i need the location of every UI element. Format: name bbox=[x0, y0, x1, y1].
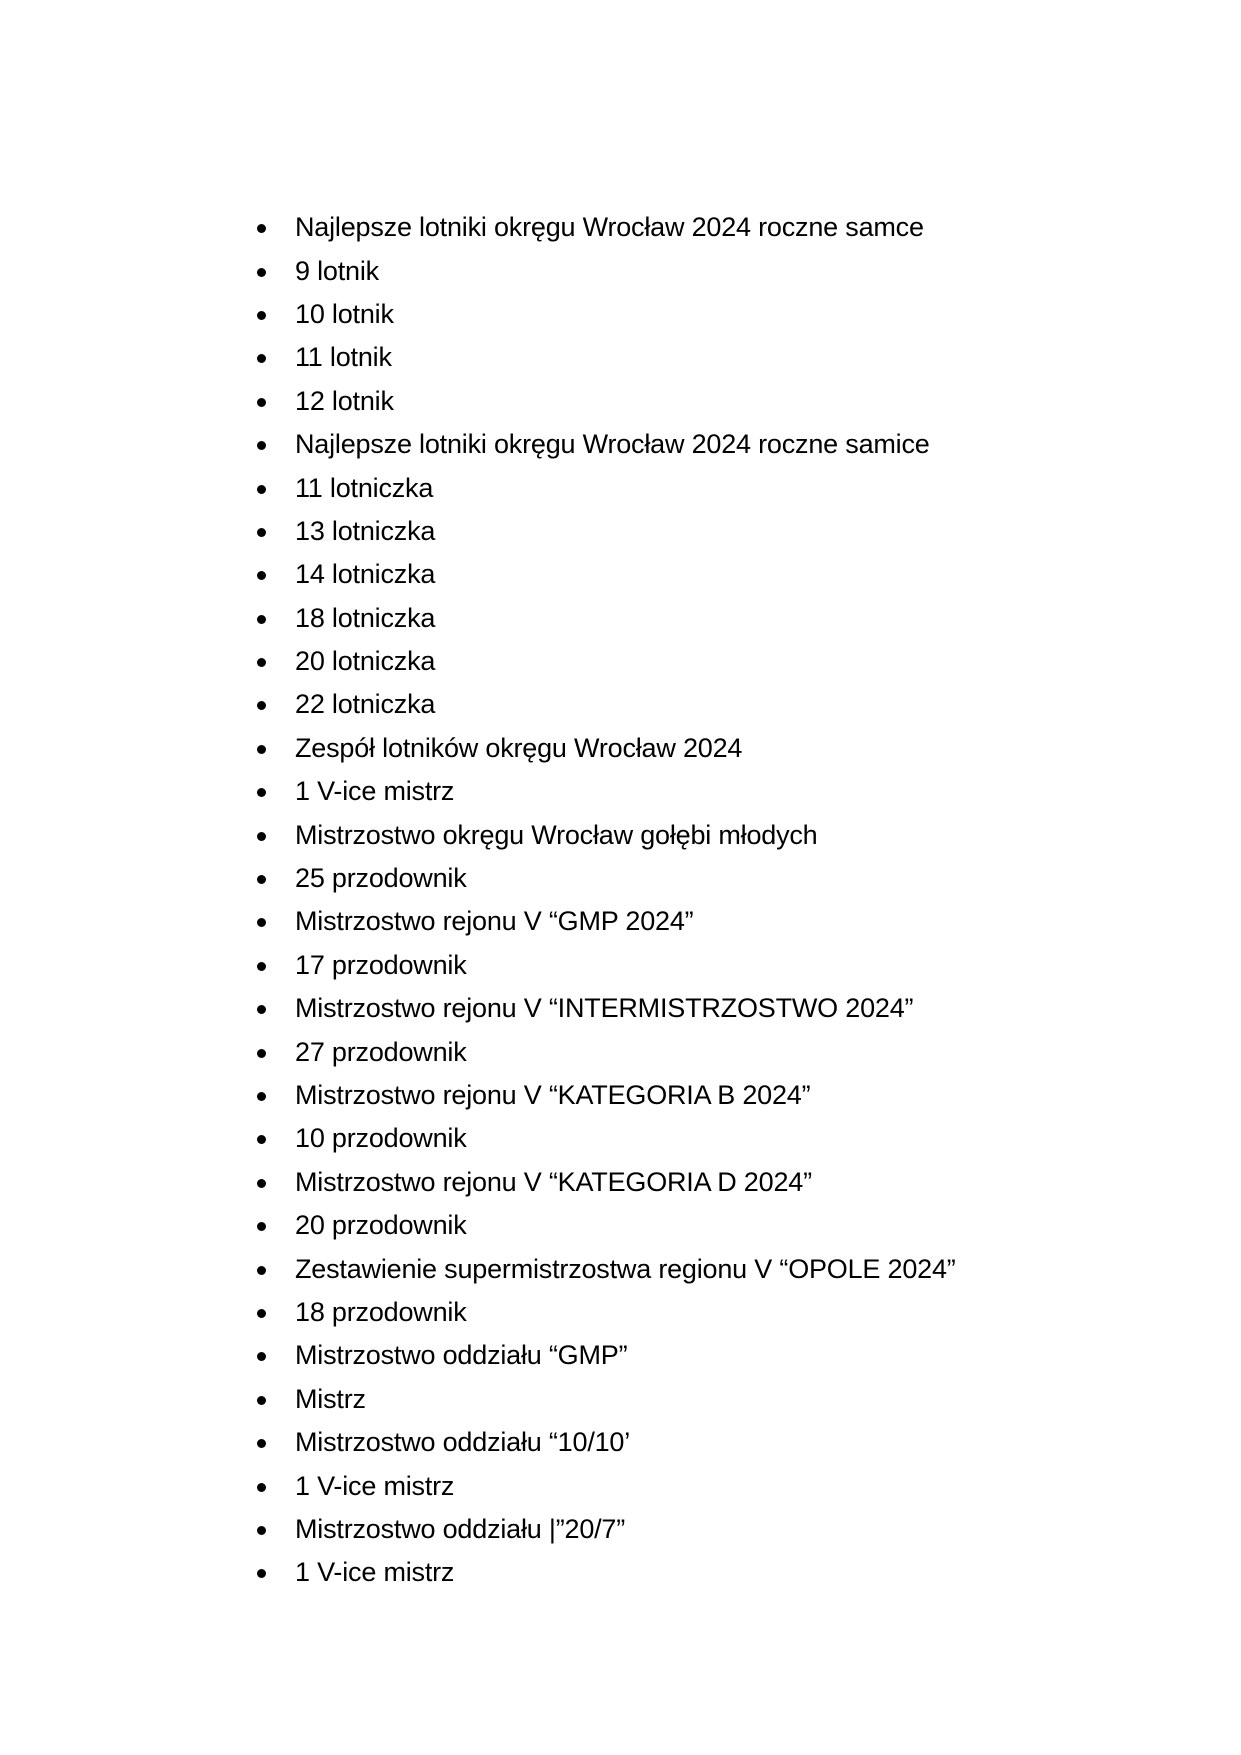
list-item bbox=[257, 1552, 956, 1595]
bullet-icon bbox=[257, 354, 266, 363]
bullet-icon bbox=[257, 1179, 266, 1188]
bullet-icon bbox=[257, 398, 266, 407]
list-item-text: Zestawienie supermistrzostwa regionu V “OPOLE 2024” bbox=[295, 1253, 956, 1284]
list-item-text: 1 V-ice mistrz bbox=[295, 1470, 455, 1501]
list-item-text: 14 lotniczka bbox=[295, 559, 436, 590]
bullet-icon bbox=[257, 224, 266, 233]
list-item bbox=[257, 858, 956, 901]
list-item bbox=[257, 771, 956, 814]
list-item-text: 18 lotniczka bbox=[295, 602, 436, 633]
list-item-text: 10 przodownik bbox=[295, 1123, 467, 1154]
list-item-text: Mistrzostwo rejonu V “KATEGORIA D 2024” bbox=[295, 1166, 812, 1197]
list-item-text: Najlepsze lotniki okręgu Wrocław 2024 roczne samice bbox=[295, 429, 930, 460]
bullet-icon bbox=[257, 268, 266, 277]
bullet-icon bbox=[257, 701, 266, 710]
list-item-text: 20 lotniczka bbox=[295, 646, 436, 677]
list-item-text: Mistrzostwo rejonu V “GMP 2024” bbox=[295, 906, 694, 937]
list-item-text: 27 przodownik bbox=[295, 1036, 467, 1067]
list-item-text: 25 przodownik bbox=[295, 863, 467, 894]
list-item bbox=[257, 1509, 956, 1552]
list-item bbox=[257, 1422, 956, 1465]
bullet-icon bbox=[257, 1005, 266, 1014]
list-item bbox=[257, 250, 956, 293]
list-item-text: 22 lotniczka bbox=[295, 689, 436, 720]
list-item bbox=[257, 554, 956, 597]
bullet-icon bbox=[257, 528, 266, 537]
bullet-icon bbox=[257, 658, 266, 667]
bullet-icon bbox=[257, 615, 266, 624]
list-item bbox=[257, 598, 956, 641]
list-item-text: 13 lotniczka bbox=[295, 515, 436, 546]
list-item-text: Mistrzostwo rejonu V “INTERMISTRZOSTWO 2024” bbox=[295, 993, 914, 1024]
list-item-text: 9 lotnik bbox=[295, 255, 379, 286]
list-item-text: Mistrzostwo okręgu Wrocław gołębi młodych bbox=[295, 819, 818, 850]
bulleted-list bbox=[257, 207, 956, 1596]
list-item bbox=[257, 684, 956, 727]
bullet-icon bbox=[257, 485, 266, 494]
list-item bbox=[257, 988, 956, 1031]
list-item bbox=[257, 1465, 956, 1508]
list-item bbox=[257, 1118, 956, 1161]
list-item-text: 10 lotnik bbox=[295, 298, 394, 329]
bullet-icon bbox=[257, 1092, 266, 1101]
bullet-icon bbox=[257, 1135, 266, 1144]
list-item-text: Mistrz bbox=[295, 1383, 366, 1414]
bullet-icon bbox=[257, 1222, 266, 1231]
bullet-icon bbox=[257, 1483, 266, 1492]
bullet-icon bbox=[257, 1266, 266, 1275]
list-item bbox=[257, 1335, 956, 1378]
list-item bbox=[257, 728, 956, 771]
list-item bbox=[257, 1292, 956, 1335]
list-item bbox=[257, 207, 956, 250]
bullet-icon bbox=[257, 1396, 266, 1405]
list-item-text: 18 przodownik bbox=[295, 1296, 467, 1327]
bullet-icon bbox=[257, 441, 266, 450]
list-item bbox=[257, 641, 956, 684]
list-item-text: Mistrzostwo rejonu V “KATEGORIA B 2024” bbox=[295, 1080, 811, 1110]
list-item bbox=[257, 337, 956, 380]
list-item bbox=[257, 294, 956, 337]
bullet-icon bbox=[257, 832, 266, 841]
list-item bbox=[257, 1075, 956, 1118]
list-item bbox=[257, 814, 956, 857]
list-item-text: Zespół lotników okręgu Wrocław 2024 bbox=[295, 732, 743, 763]
bullet-icon bbox=[257, 1569, 266, 1578]
bullet-icon bbox=[257, 788, 266, 797]
bullet-icon bbox=[257, 1439, 266, 1448]
list-item bbox=[257, 467, 956, 510]
list-item-text: 12 lotnik bbox=[295, 385, 394, 416]
list-item-text: 1 V-ice mistrz bbox=[295, 776, 455, 807]
list-item bbox=[257, 901, 956, 944]
list-item bbox=[257, 381, 956, 424]
list-item bbox=[257, 1162, 956, 1205]
list-item bbox=[257, 945, 956, 988]
list-item bbox=[257, 424, 956, 467]
bullet-icon bbox=[257, 1352, 266, 1361]
bullet-icon bbox=[257, 962, 266, 971]
bullet-icon bbox=[257, 1309, 266, 1318]
bullet-icon bbox=[257, 745, 266, 754]
list-item bbox=[257, 1205, 956, 1248]
list-item-text: Mistrzostwo oddziału “GMP” bbox=[295, 1340, 628, 1371]
bullet-icon bbox=[257, 1049, 266, 1058]
list-item bbox=[257, 1248, 956, 1291]
list-item bbox=[257, 1379, 956, 1422]
list-item-text: 11 lotnik bbox=[295, 342, 392, 373]
bullet-icon bbox=[257, 571, 266, 580]
list-item-text: Najlepsze lotniki okręgu Wrocław 2024 roczne samce bbox=[295, 212, 924, 243]
list-item-text: 20 przodownik bbox=[295, 1210, 467, 1241]
list-item-text: Mistrzostwo oddziału |”20/7” bbox=[295, 1513, 626, 1544]
bullet-icon bbox=[257, 918, 266, 927]
list-item-text: 11 lotniczka bbox=[295, 472, 434, 503]
bullet-icon bbox=[257, 1526, 266, 1535]
bullet-icon bbox=[257, 875, 266, 884]
list-item-text: 17 przodownik bbox=[295, 949, 467, 980]
list-item-text: Mistrzostwo oddziału “10/10’ bbox=[295, 1427, 631, 1458]
list-item bbox=[257, 511, 956, 554]
list-item-text: 1 V-ice mistrz bbox=[295, 1557, 455, 1588]
bullet-icon bbox=[257, 311, 266, 320]
list-item bbox=[257, 1031, 956, 1074]
